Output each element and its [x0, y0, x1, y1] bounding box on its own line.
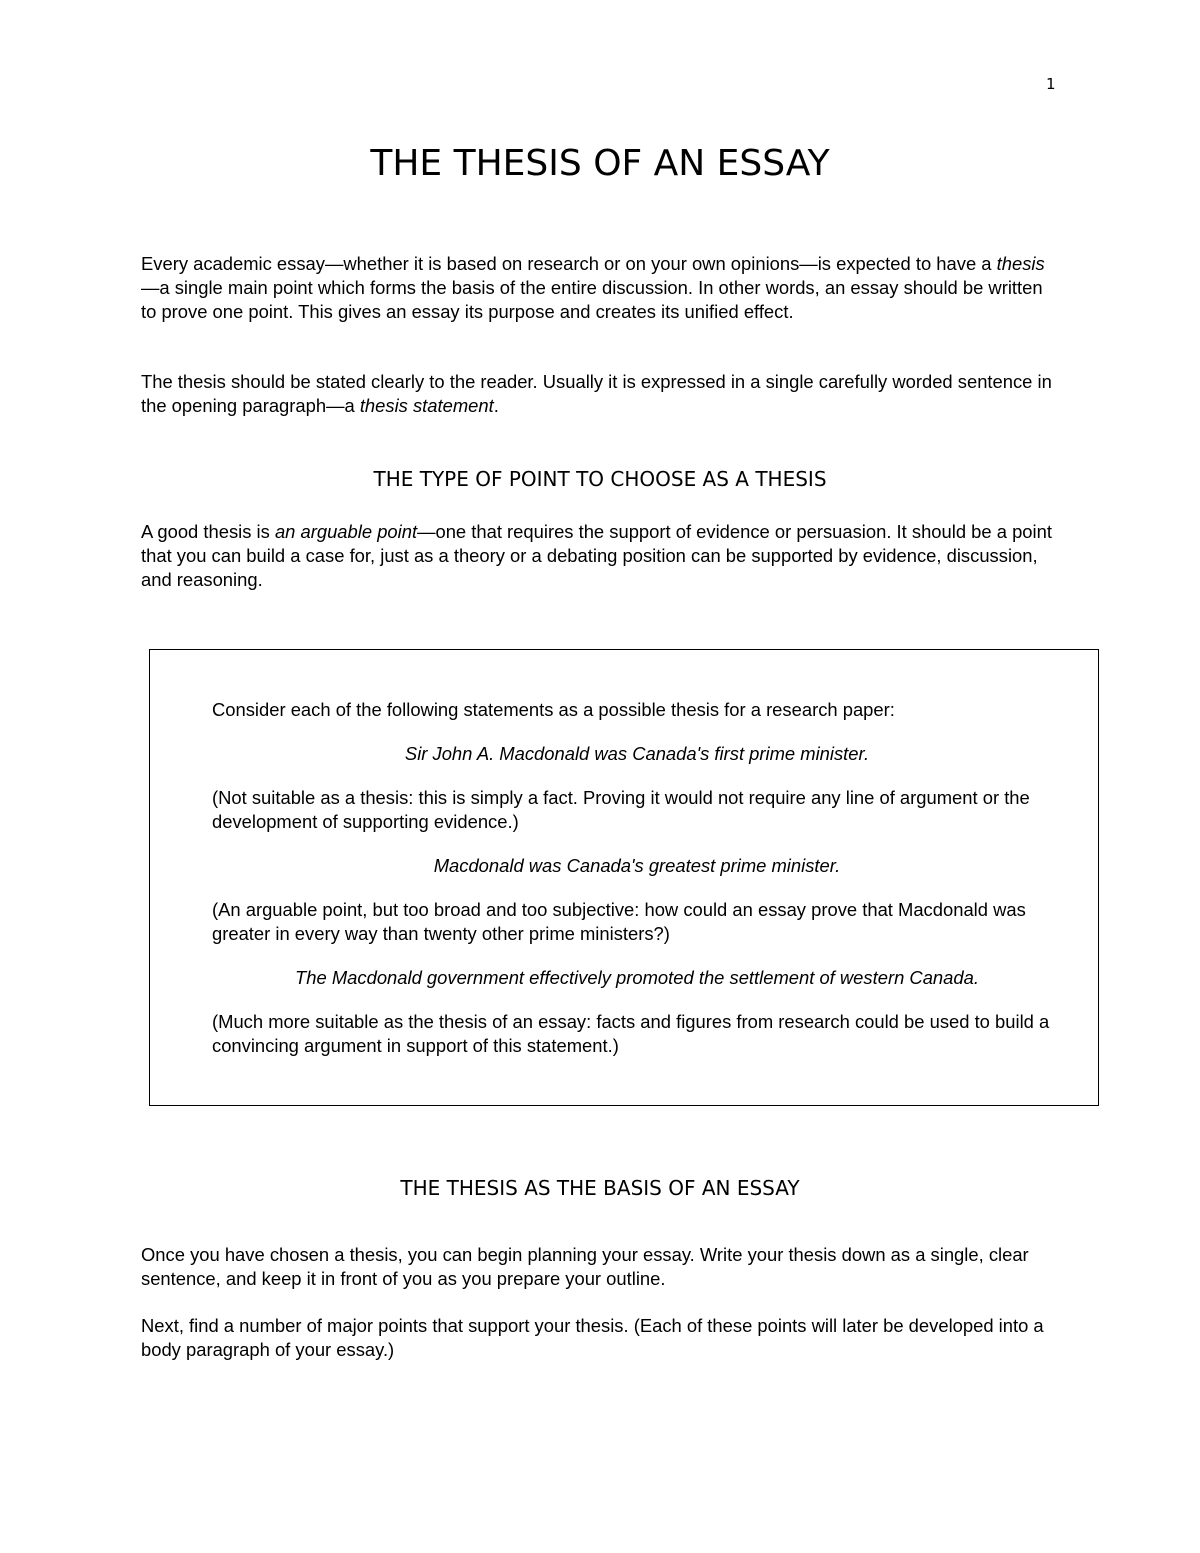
- example-comment-3: (Much more suitable as the thesis of an essay: facts and figures from research could be used to build a convincing argument in support of this statement.): [212, 1011, 1050, 1056]
- intro-p2-text-b: .: [493, 395, 499, 416]
- section2-p2-text: Next, find a number of major points that support your thesis. (Each of these points will later be developed into a body paragraph of your essay.): [141, 1315, 1044, 1360]
- section2-paragraph-1: [141, 1243, 1059, 1291]
- example-statement-1: Sir John A. Macdonald was Canada's first prime minister.: [404, 743, 870, 764]
- example-comment-1: (Not suitable as a thesis: this is simply a fact. Proving it would not require any line of argument or the development of supporting evidence.): [212, 787, 1030, 832]
- section-heading-type-of-point: THE TYPE OF POINT TO CHOOSE AS A THESIS: [373, 467, 827, 491]
- section1-emphasis: an arguable point: [274, 521, 418, 542]
- section2-paragraph-2: [141, 1314, 1059, 1362]
- section1-paragraph: [141, 520, 1059, 592]
- intro-p2-text-a: The thesis should be stated clearly to the reader. Usually it is expressed in a single carefully worded sentence in the opening paragraph—a: [141, 371, 1052, 416]
- intro-p1-emphasis: thesis: [996, 253, 1045, 274]
- intro-paragraph-2: [141, 370, 1059, 418]
- example-box-content: [212, 698, 1062, 1078]
- example-statement-2: Macdonald was Canada's greatest prime minister.: [433, 855, 841, 876]
- intro-p2-emphasis: thesis statement: [359, 395, 494, 416]
- section1-text-b: —one that requires the support of evidence or persuasion. It should be a point that you can build a case for, just as a theory or a debating position can be supported by evidence, discussion, and reasoning.: [141, 521, 1052, 590]
- example-box-intro: Consider each of the following statements as a possible thesis for a research paper:: [212, 699, 895, 720]
- section-heading-basis-of-essay: THE THESIS AS THE BASIS OF AN ESSAY: [400, 1176, 800, 1200]
- intro-p1-text-b: —a single main point which forms the basis of the entire discussion. In other words, an essay should be written to prove one point. This gives an essay its purpose and creates its unified effect.: [141, 277, 1043, 322]
- example-box: [149, 649, 1099, 1106]
- page-number: 1: [1046, 75, 1056, 93]
- section1-text-a: A good thesis is: [141, 521, 275, 542]
- example-comment-2: (An arguable point, but too broad and too subjective: how could an essay prove that Macdonald was greater in every way than twenty other prime ministers?): [212, 899, 1026, 944]
- intro-p1-text-a: Every academic essay—whether it is based on research or on your own opinions—is expected to have a: [141, 253, 997, 274]
- example-statement-3: The Macdonald government effectively promoted the settlement of western Canada.: [295, 967, 979, 988]
- section2-p1-text: Once you have chosen a thesis, you can begin planning your essay. Write your thesis down as a single, clear sentence, and keep it in front of you as you prepare your outline.: [141, 1244, 1029, 1289]
- intro-paragraph-1: [141, 252, 1059, 324]
- page-title: THE THESIS OF AN ESSAY: [370, 143, 830, 184]
